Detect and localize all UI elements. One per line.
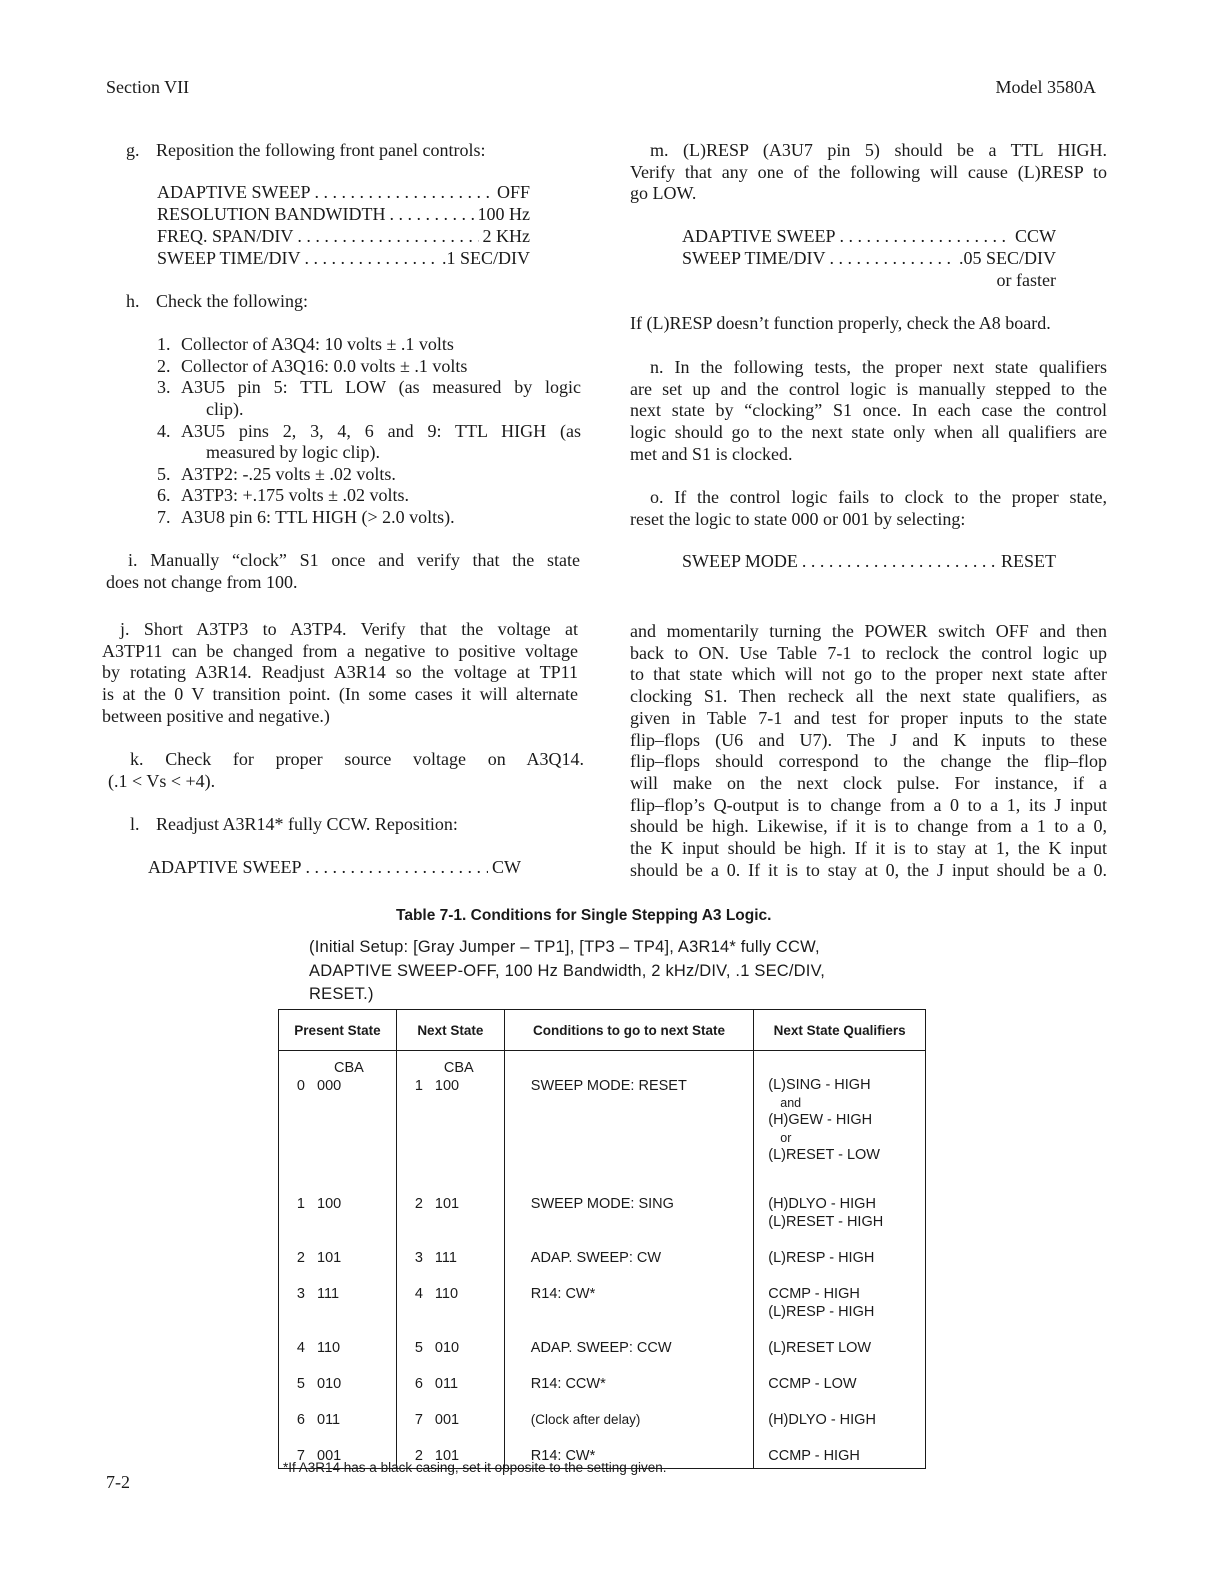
paragraph-line: should be a 0. If it is to stay at 0, the J input should be a 0. [630, 859, 1107, 880]
setting-row [148, 857, 521, 879]
step-h-text: Check the following: [156, 291, 308, 311]
setting-name: RESOLUTION BANDWIDTH [157, 204, 386, 224]
setting-row [682, 248, 1056, 270]
step-i-line: does not change from 100. [106, 572, 298, 592]
condition-cell: R14: CW* [504, 1285, 753, 1339]
step-n-paragraph [630, 357, 1107, 466]
setting-name: FREQ. SPAN/DIV [157, 226, 294, 246]
paragraph-line: Verify that any one of the following will cause (L)RESP to [630, 161, 1107, 182]
condition-cell: (Clock after delay) [504, 1411, 753, 1447]
table-row [279, 1249, 926, 1285]
qualifier-connector: or [780, 1130, 792, 1145]
present-state-code: 110 [317, 1340, 341, 1356]
qualifier-connector: and [780, 1095, 802, 1110]
check-item-text: A3U8 pin 6: TTL HIGH (> 2.0 volts). [181, 507, 455, 527]
paragraph-line: n. In the following tests, the proper next state qualifiers [650, 357, 1107, 377]
next-state-code: 110 [434, 1286, 459, 1302]
paragraph-line: m. (L)RESP (A3U7 pin 5) should be a TTL HIGH. [650, 140, 1107, 160]
step-k-line: (.1 < Vs < +4). [108, 771, 216, 791]
next-state-number: 3 [414, 1250, 423, 1266]
setting-name: ADAPTIVE SWEEP [157, 182, 311, 202]
cba-label: CBA [334, 1060, 364, 1076]
check-item [157, 464, 581, 486]
qualifier: (L)SING - HIGH [768, 1077, 871, 1093]
qualifier: (L)RESET - HIGH [768, 1214, 884, 1230]
paragraph-line: flip–flop’s Q-output is to change from a 0 to a 1, its J input [630, 794, 1107, 815]
dot-leader [802, 551, 997, 573]
setting-name: ADAPTIVE SWEEP [682, 226, 836, 246]
setting-row [157, 182, 530, 204]
paragraph-line: the K input should be high. If it is to stay at 1, the K input [630, 838, 1107, 859]
present-state-number: 3 [296, 1286, 305, 1302]
check-item-text: Collector of A3Q4: 10 volts ± .1 volts [181, 334, 454, 354]
table-row [279, 1195, 926, 1249]
paragraph-line: and momentarily turning the POWER switch OFF and then [630, 621, 1107, 641]
setting-row [682, 551, 1056, 573]
column-header: Next State [396, 1010, 504, 1051]
column-header: Present State [279, 1010, 397, 1051]
page-number: 7-2 [106, 1472, 130, 1492]
condition-cell: SWEEP MODE: SING [504, 1195, 753, 1249]
check-item-number: 5. [157, 464, 171, 484]
paragraph-line: by rotating A3R14. Readjust A3R14 so the voltage at TP11 [102, 662, 578, 683]
next-state-number: 2 [414, 1448, 423, 1464]
qualifiers-cell [754, 1411, 926, 1447]
condition-cell: ADAP. SWEEP: CCW [504, 1339, 753, 1375]
paragraph-line: given in Table 7-1 and test for proper inputs to the state [630, 707, 1107, 728]
step-m-paragraph [630, 140, 1107, 205]
next-state-code: 011 [434, 1376, 459, 1392]
step-g-letter: g. [126, 140, 140, 160]
present-state-code: 010 [317, 1376, 342, 1392]
check-item-number: 4. [157, 421, 171, 441]
table-row [279, 1051, 926, 1196]
table-footnote: *If A3R14 has a black casing, set it opposite to the setting given. [283, 1460, 667, 1475]
check-item-number: 3. [157, 377, 171, 397]
check-item-text: A3U5 pin 5: TTL LOW (as measured by logic [181, 377, 581, 397]
step-o-paragraph [630, 487, 1107, 530]
setting-row [682, 226, 1056, 248]
table-setup-note [309, 936, 825, 1007]
check-item-text: A3U5 pins 2, 3, 4, 6 and 9: TTL HIGH (as [181, 421, 581, 441]
check-item-number: 7. [157, 507, 171, 527]
state-table [278, 1009, 926, 1469]
check-item-continuation: clip). [206, 399, 244, 419]
qualifiers-cell [754, 1249, 926, 1285]
condition-cell: SWEEP MODE: RESET [504, 1051, 753, 1196]
qualifiers-cell [754, 1285, 926, 1339]
setting-value: CW [492, 857, 521, 877]
paragraph-line: should be high. Likewise, if it is to change from a 1 to a 0, [630, 816, 1107, 837]
table-row [279, 1411, 926, 1447]
check-item [157, 356, 581, 378]
present-state-code: 001 [317, 1448, 342, 1464]
next-state-number: 6 [414, 1376, 423, 1392]
table-title: Table 7-1. Conditions for Single Stepping A3 Logic. [396, 907, 772, 924]
present-state-code: 111 [317, 1286, 340, 1302]
qualifiers-cell [754, 1195, 926, 1249]
present-state-number: 7 [296, 1448, 305, 1464]
section-header: Section VII [106, 77, 190, 97]
paragraph-line: flip–flops should correspond to the change the flip–flop [630, 751, 1107, 772]
qualifier: (L)RESET LOW [768, 1340, 872, 1356]
next-state-number: 2 [414, 1196, 423, 1212]
dot-leader [315, 182, 493, 204]
check-item [157, 507, 581, 529]
next-state-code: 101 [434, 1196, 460, 1212]
table-header-row [279, 1010, 926, 1051]
qualifier: (L)RESP - HIGH [768, 1304, 875, 1320]
next-state-number: 4 [414, 1286, 423, 1302]
setting-name: SWEEP MODE [682, 551, 798, 571]
setting-row [157, 226, 530, 248]
check-item-text: A3TP2: -.25 volts ± .02 volts. [181, 464, 396, 484]
setting-value: RESET [1000, 551, 1056, 571]
check-item [157, 485, 581, 507]
setting-name: SWEEP TIME/DIV [682, 248, 826, 268]
or-faster-note: or faster [996, 270, 1056, 290]
qualifiers-cell [754, 1339, 926, 1375]
step-j-paragraph [102, 619, 578, 728]
cba-label: CBA [443, 1060, 474, 1076]
paragraph-line: logic should go to the next state only when all qualifiers are [630, 422, 1107, 443]
setting-value: .1 SEC/DIV [441, 248, 530, 268]
setting-name: SWEEP TIME/DIV [157, 248, 301, 268]
dot-leader [840, 226, 1011, 248]
step-h-letter: h. [126, 291, 140, 311]
step-i-line: i. Manually “clock” S1 once and verify that the state [128, 550, 580, 570]
paragraph-line: A3TP11 can be changed from a negative to positive voltage [102, 640, 578, 661]
qualifier: (H)DLYO - HIGH [768, 1196, 876, 1212]
step-k-line: k. Check for proper source voltage on A3Q14. [130, 749, 584, 769]
setting-name: ADAPTIVE SWEEP [148, 857, 302, 877]
check-item-number: 1. [157, 334, 171, 354]
paragraph-line: clocking S1. Then recheck all the next state qualifiers, as [630, 686, 1107, 707]
present-state-number: 1 [296, 1196, 305, 1212]
setup-line: ADAPTIVE SWEEP-OFF, 100 Hz Bandwidth, 2 kHz/DIV, .1 SEC/DIV, [309, 961, 826, 980]
paragraph-line: flip–flops (U6 and U7). The J and K inputs to these [630, 729, 1107, 750]
dot-leader [297, 226, 478, 248]
setting-value: 2 KHz [482, 226, 530, 246]
paragraph-line: will make on the next clock pulse. For instance, if a [630, 772, 1107, 793]
setting-value: 100 Hz [477, 204, 530, 224]
next-state-code: 010 [434, 1340, 460, 1356]
paragraph-line: met and S1 is clocked. [630, 443, 793, 464]
setting-value: CCW [1014, 226, 1056, 246]
next-state-number: 7 [414, 1412, 423, 1428]
check-item [157, 334, 581, 356]
setting-value: OFF [496, 182, 530, 202]
column-header: Next State Qualifiers [754, 1010, 926, 1051]
next-state-code: 100 [434, 1078, 460, 1094]
present-state-number: 5 [296, 1376, 305, 1392]
dot-leader [830, 248, 955, 270]
condition-cell: R14: CCW* [504, 1375, 753, 1411]
paragraph-line: is at the 0 V transition point. (In some cases it will alternate [102, 684, 578, 705]
present-state-code: 011 [317, 1412, 341, 1428]
step-l-letter: l. [130, 814, 140, 834]
qualifier: (H)GEW - HIGH [768, 1112, 873, 1128]
paragraph-line: back to ON. Use Table 7-1 to reclock the control logic up [630, 642, 1107, 663]
check-item-text: Collector of A3Q16: 0.0 volts ± .1 volts [181, 356, 468, 376]
paragraph-line: next state by “clocking” S1 once. In each case the control [630, 400, 1107, 421]
next-state-code: 111 [434, 1250, 457, 1266]
setting-value: .05 SEC/DIV [958, 248, 1056, 268]
qualifiers-cell [754, 1375, 926, 1411]
check-item [157, 377, 581, 399]
condition-cell: R14: CW* [504, 1447, 753, 1469]
paragraph-line: o. If the control logic fails to clock to the proper state, [650, 487, 1107, 507]
continuation-paragraph [630, 621, 1107, 881]
present-state-number: 2 [296, 1250, 305, 1266]
paragraph-line: between positive and negative.) [102, 705, 330, 726]
next-state-number: 1 [414, 1078, 423, 1094]
step-l-text: Readjust A3R14* fully CCW. Reposition: [156, 814, 458, 834]
dot-leader [306, 857, 489, 879]
condition-cell: ADAP. SWEEP: CW [504, 1249, 753, 1285]
qualifier: (L)RESP - HIGH [768, 1250, 875, 1266]
qualifier: CCMP - LOW [768, 1376, 857, 1392]
qualifier: (L)RESET - LOW [768, 1147, 880, 1163]
model-header: Model 3580A [995, 77, 1096, 97]
qualifier: (H)DLYO - HIGH [768, 1412, 876, 1428]
table-row [279, 1339, 926, 1375]
next-state-code: 101 [434, 1448, 460, 1464]
qualifiers-cell [754, 1051, 926, 1196]
present-state-number: 6 [296, 1412, 305, 1428]
qualifier: CCMP - HIGH [768, 1448, 860, 1464]
paragraph-line: j. Short A3TP3 to A3TP4. Verify that the voltage at [120, 619, 578, 639]
step-g-text: Reposition the following front panel controls: [156, 140, 486, 160]
setup-line: RESET.) [309, 985, 374, 1003]
paragraph-line: to that state which will not go to the proper next state after [630, 664, 1107, 685]
setting-row [157, 204, 530, 226]
check-item [157, 421, 581, 443]
setup-line: (Initial Setup: [Gray Jumper – TP1], [TP3 – TP4], A3R14* fully CCW, [309, 938, 820, 956]
check-item-text: A3TP3: +.175 volts ± .02 volts. [181, 485, 410, 505]
present-state-code: 101 [317, 1250, 342, 1266]
dot-leader [389, 204, 473, 226]
dot-leader [305, 248, 438, 270]
paragraph-line: are set up and the control logic is manually stepped to the [630, 378, 1107, 399]
check-item-number: 6. [157, 485, 171, 505]
next-state-number: 5 [414, 1340, 423, 1356]
qualifier: CCMP - HIGH [768, 1286, 860, 1302]
table-row [279, 1375, 926, 1411]
paragraph-line: go LOW. [630, 183, 697, 204]
check-item-number: 2. [157, 356, 171, 376]
table-row [279, 1285, 926, 1339]
step-m-note: If (L)RESP doesn’t function properly, check the A8 board. [630, 313, 1051, 333]
paragraph-line: reset the logic to state 000 or 001 by selecting: [630, 508, 966, 529]
present-state-number: 0 [296, 1078, 305, 1094]
qualifiers-cell [754, 1447, 926, 1469]
present-state-code: 100 [317, 1196, 342, 1212]
check-item-continuation: measured by logic clip). [206, 442, 380, 462]
present-state-number: 4 [296, 1340, 305, 1356]
next-state-code: 001 [434, 1412, 460, 1428]
column-header: Conditions to go to next State [504, 1010, 753, 1051]
present-state-code: 000 [317, 1078, 342, 1094]
setting-row [157, 248, 530, 270]
